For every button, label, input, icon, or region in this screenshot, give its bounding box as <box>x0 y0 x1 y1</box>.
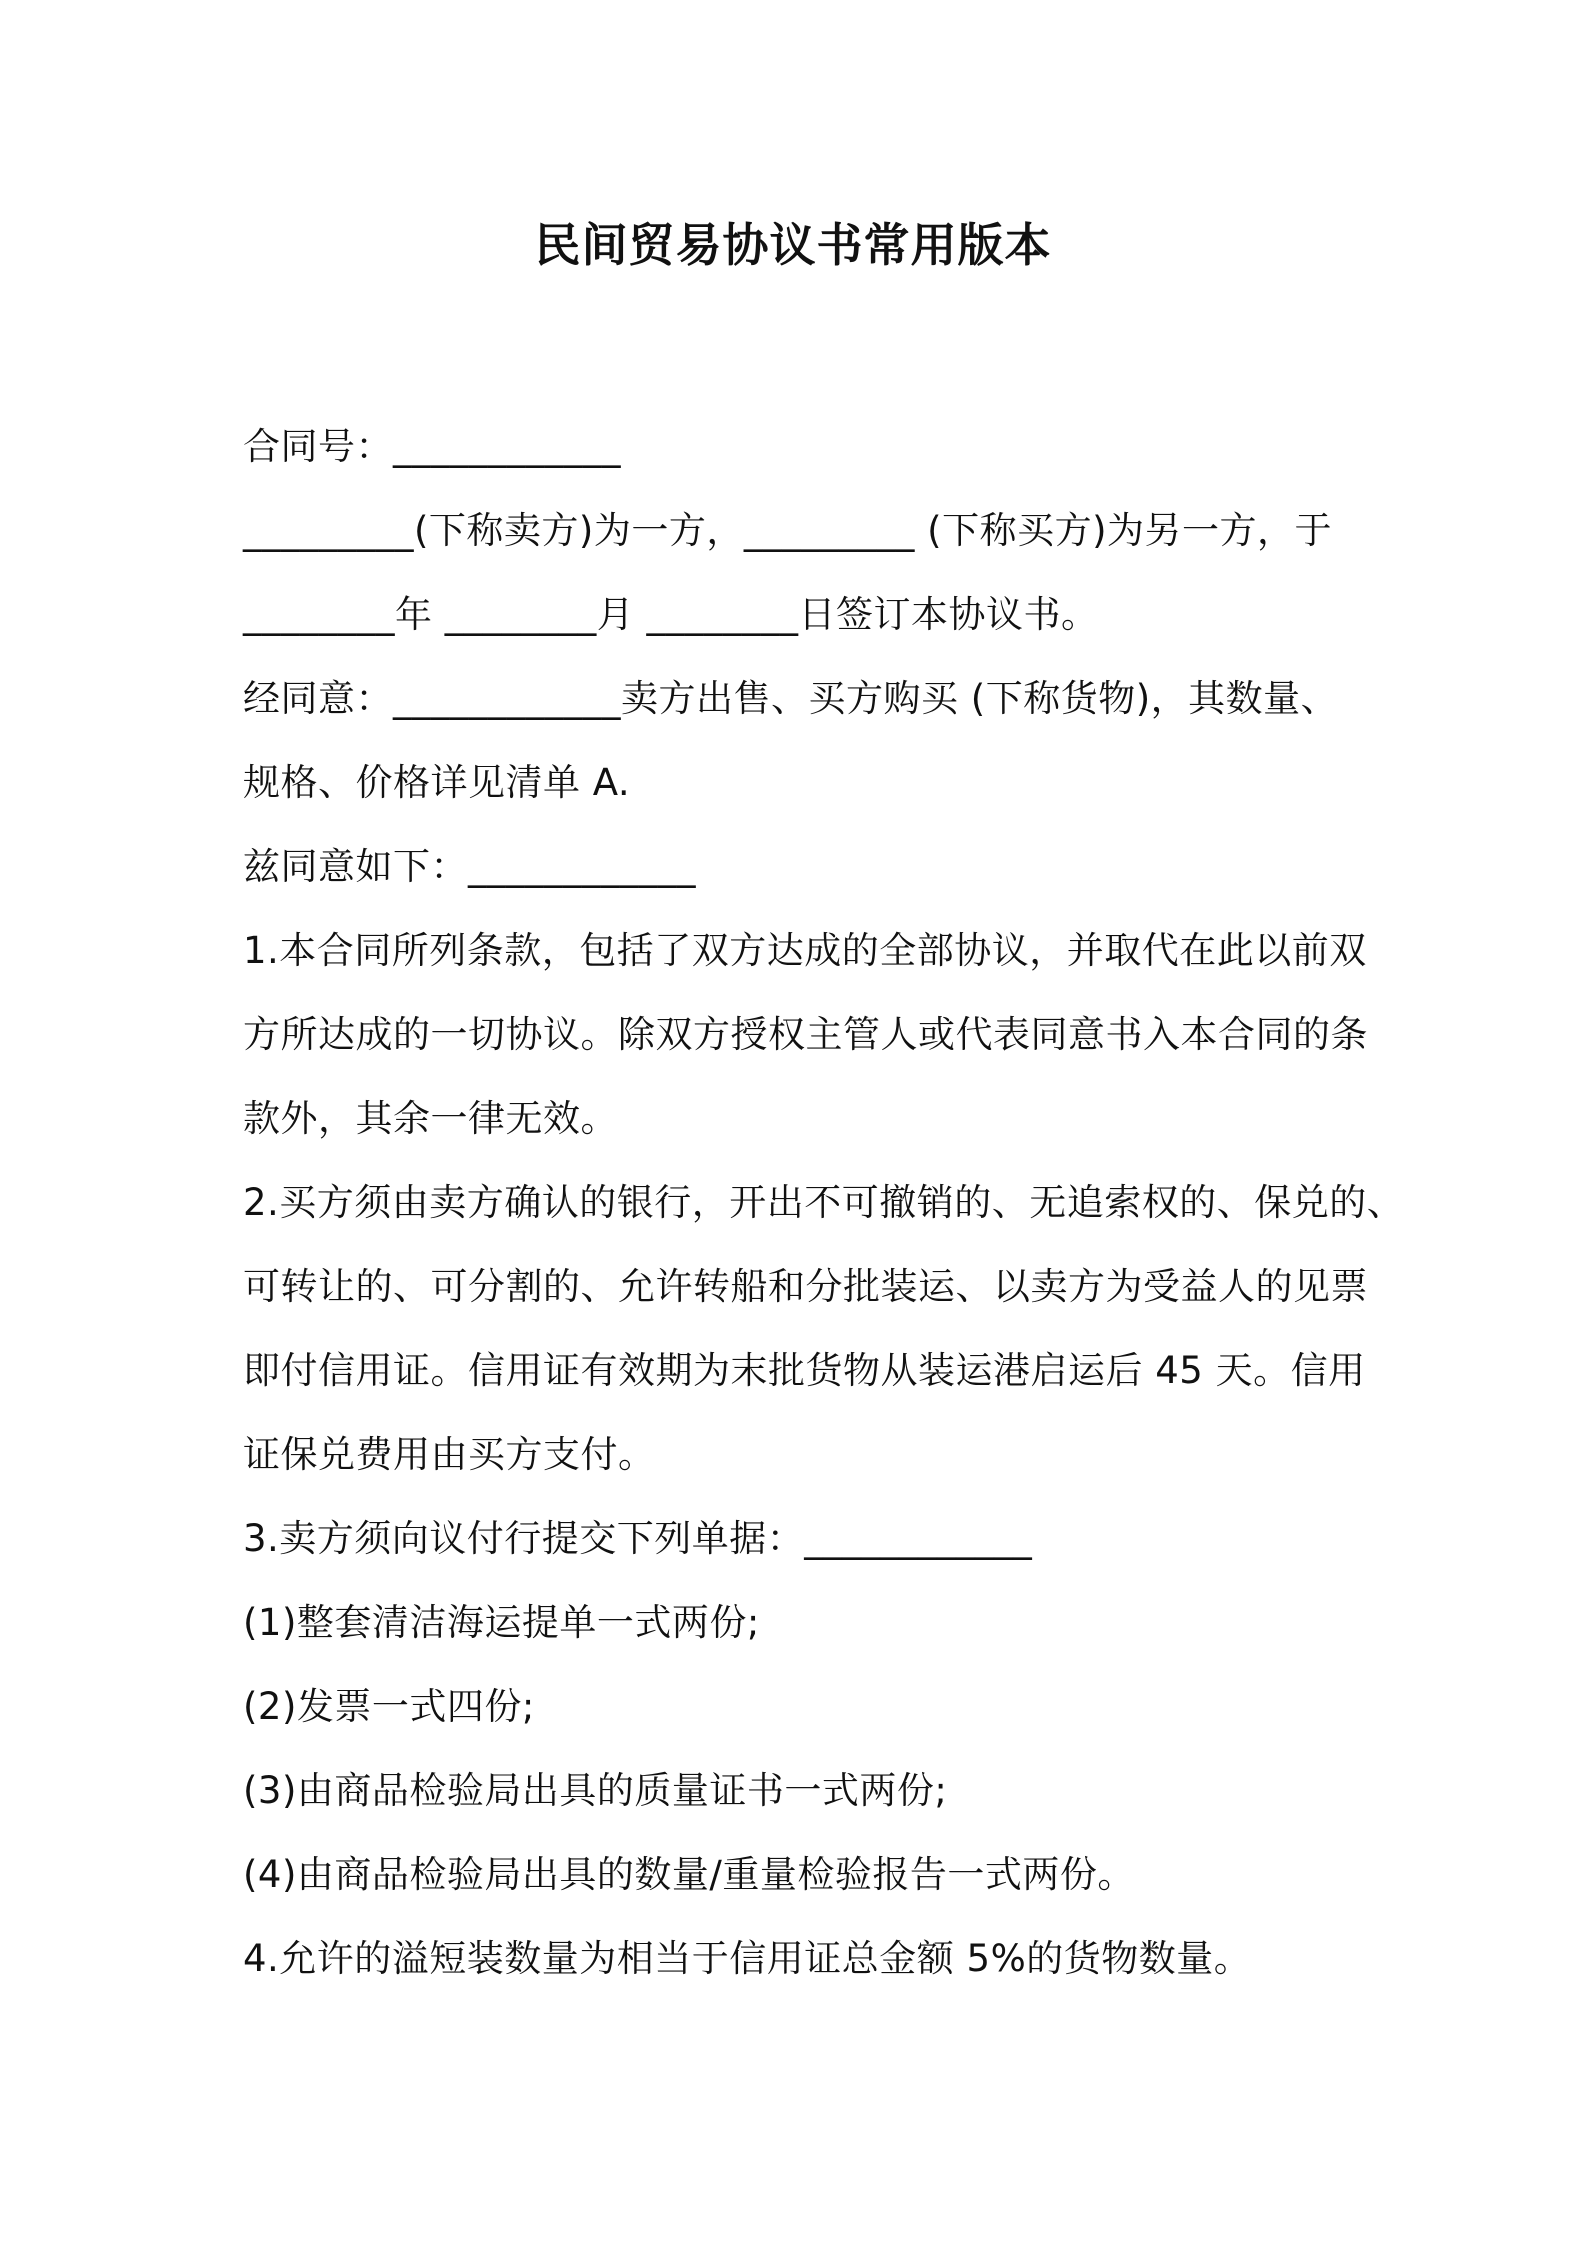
clause-3-line: 3.卖方须向议付行提交下列单据：____________ <box>243 1517 1033 1560</box>
clause-2-line-1: 2.买方须由卖方确认的银行，开出不可撤销的、无追索权的、保兑的、 <box>243 1181 1405 1224</box>
hereby-agree-line: 兹同意如下：____________ <box>243 845 696 888</box>
specification-line: 规格、价格详见清单 A. <box>243 761 631 804</box>
clause-2-line-2: 可转让的、可分割的、允许转船和分批装运、以卖方为受益人的见票 <box>243 1265 1368 1308</box>
parties-line: _________(下称卖方)为一方，_________ (下称买方)为另一方，于 <box>243 509 1333 552</box>
document-item-1: (1)整套清洁海运提单一式两份; <box>243 1601 760 1644</box>
document-item-2: (2)发票一式四份; <box>243 1685 535 1728</box>
clause-2-line-4: 证保兑费用由买方支付。 <box>243 1433 656 1476</box>
clause-1-line-1: 1.本合同所列条款，包括了双方达成的全部协议，并取代在此以前双 <box>243 929 1367 972</box>
document-title: 民间贸易协议书常用版本 <box>534 218 1052 272</box>
document-item-3: (3)由商品检验局出具的质量证书一式两份; <box>243 1769 948 1812</box>
document-item-4: (4)由商品检验局出具的数量/重量检验报告一式两份。 <box>243 1853 1135 1896</box>
clause-1-line-3: 款外，其余一律无效。 <box>243 1097 618 1140</box>
agreement-goods-line: 经同意：____________卖方出售、买方购买 (下称货物)，其数量、 <box>243 677 1339 720</box>
clause-2-line-3: 即付信用证。信用证有效期为末批货物从装运港启运后 45 天。信用 <box>243 1349 1366 1392</box>
date-line: ________年 ________月 ________日签订本协议书。 <box>243 593 1099 636</box>
clause-1-line-2: 方所达成的一切协议。除双方授权主管人或代表同意书入本合同的条 <box>243 1013 1368 1056</box>
clause-4-line: 4.允许的溢短装数量为相当于信用证总金额 5%的货物数量。 <box>243 1937 1252 1980</box>
contract-number-line: 合同号：____________ <box>243 425 621 468</box>
document-body <box>243 405 1405 2001</box>
